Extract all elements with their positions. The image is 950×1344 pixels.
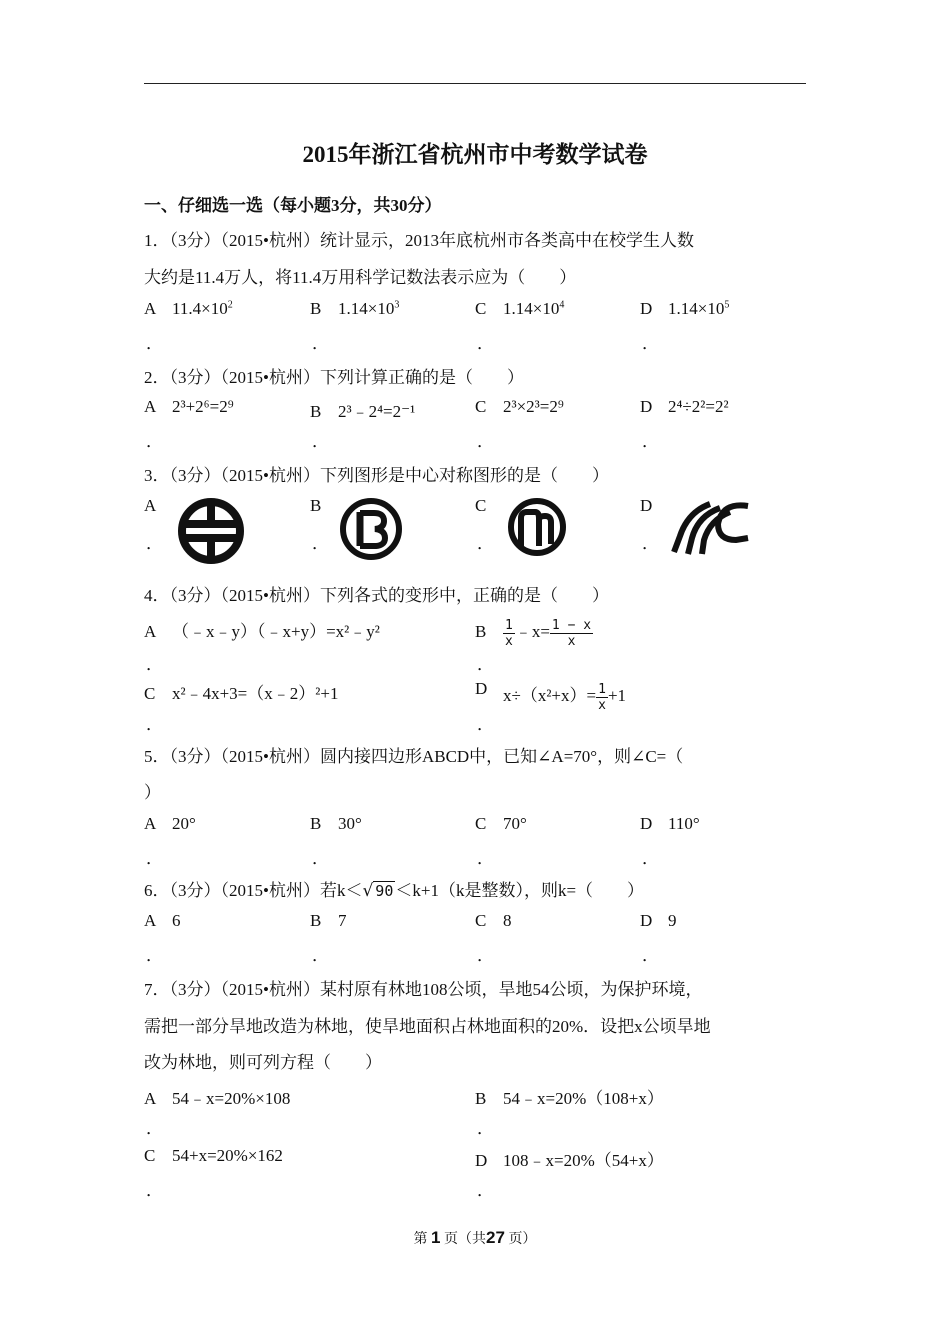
q4-option-b[interactable]: B $\frac{1}{x}$ ﹣x= $\frac{1 - x}{x}$ (475, 617, 592, 649)
option-dot: ． (146, 946, 163, 965)
q6-option-b[interactable]: B 7 (310, 911, 347, 930)
square-root: √ 90 (362, 881, 394, 901)
question-4-line-1: 4．（3分）（2015•杭州）下列各式的变形中，正确的是（ ） (144, 586, 609, 605)
section-heading: 一、仔细选一选（每小题3分，共30分） (144, 196, 442, 215)
question-7-line-2: 需把一部分旱地改造为林地，使旱地面积占林地面积的20%．设把x公顷旱地 (144, 1017, 711, 1036)
q4-option-a[interactable]: A （﹣x﹣y）（﹣x+y）=x²﹣y² (144, 622, 380, 641)
option-dot: ． (477, 946, 494, 965)
q3-option-a-letter[interactable]: A (144, 496, 157, 515)
q4-option-d[interactable]: x÷（x²+x）= $\frac{1}{x}$ +1 (503, 681, 627, 713)
q3-option-d-letter[interactable]: D (640, 496, 653, 515)
option-dot: ． (477, 1119, 494, 1138)
q6-option-c[interactable]: C 8 (475, 911, 512, 930)
option-dot: ． (146, 1119, 163, 1138)
q3-option-b-letter[interactable]: B (310, 496, 322, 515)
option-dot: ． (477, 334, 494, 353)
q2-option-a[interactable]: A 2³+2⁶=2⁹ (144, 397, 234, 416)
option-dot: ． (477, 432, 494, 451)
option-dot: ． (146, 849, 163, 868)
q2-option-b[interactable]: B 2³﹣2⁴=2⁻¹ (310, 402, 416, 421)
q1-option-c[interactable]: C $1.14\times 10^4$ (475, 299, 565, 318)
q3-option-c-letter[interactable]: C (475, 496, 487, 515)
fraction: $\frac{1}{x}$ (505, 617, 513, 649)
question-7-line-3: 改为林地，则可列方程（ ） (144, 1053, 382, 1072)
q4-option-c[interactable]: C x²﹣4x+3=（x﹣2）²+1 (144, 684, 339, 703)
total-pages-number: 27 (486, 1228, 505, 1247)
q2-option-c[interactable]: C 2³×2³=2⁹ (475, 397, 564, 416)
option-dot: ． (312, 849, 329, 868)
q7-option-c[interactable]: C 54+x=20%×162 (144, 1146, 283, 1165)
q5-option-d[interactable]: D 110° (640, 814, 700, 833)
option-dot: ． (146, 334, 163, 353)
q1-option-a[interactable]: A $11.4\times 10^2$ (144, 299, 233, 318)
option-dot: ． (642, 432, 659, 451)
q1-option-b[interactable]: B $1.14\times 10^3$ (310, 299, 400, 318)
q5-option-a[interactable]: A 20° (144, 814, 196, 833)
q6-option-d[interactable]: D 9 (640, 911, 677, 930)
option-dot: ． (146, 534, 163, 553)
option-dot: ． (146, 432, 163, 451)
option-dot: ． (642, 334, 659, 353)
logo-d-figure[interactable] (670, 496, 752, 558)
question-5-line-1: 5．（3分）（2015•杭州）圆内接四边形ABCD中，已知∠A=70°，则∠C=（ (144, 747, 684, 766)
q2-option-d[interactable]: D 2⁴÷2²=2² (640, 397, 729, 416)
option-dot: ． (312, 534, 329, 553)
question-2-line-1: 2．（3分）（2015•杭州）下列计算正确的是（ ） (144, 368, 524, 387)
q7-option-b[interactable]: B 54﹣x=20%（108+x） (475, 1089, 664, 1108)
question-1-line-1: 1．（3分）（2015•杭州）统计显示，2013年底杭州市各类高中在校学生人数 (144, 231, 694, 250)
option-dot: ． (312, 334, 329, 353)
option-dot: ． (477, 1181, 494, 1200)
q5-option-b[interactable]: B 30° (310, 814, 362, 833)
option-dot: ． (477, 655, 494, 674)
option-dot: ． (642, 534, 659, 553)
option-dot: ． (312, 946, 329, 965)
q7-option-d[interactable]: D 108﹣x=20%（54+x） (475, 1151, 664, 1170)
q1-option-d[interactable]: D $1.14\times 10^5$ (640, 299, 730, 318)
question-3-line-1: 3．（3分）（2015•杭州）下列图形是中心对称图形的是（ ） (144, 466, 609, 485)
option-dot: ． (477, 715, 494, 734)
q5-option-c[interactable]: C 70° (475, 814, 527, 833)
option-dot: ． (312, 432, 329, 451)
option-dot: ． (642, 849, 659, 868)
q4-option-d-letter[interactable]: D (475, 679, 488, 698)
q7-option-a[interactable]: A 54﹣x=20%×108 (144, 1089, 291, 1108)
logo-a-figure[interactable] (176, 496, 246, 566)
current-page-number: 1 (431, 1228, 441, 1247)
logo-c-figure[interactable] (505, 496, 569, 558)
question-1-line-2: 大约是11.4万人，将11.4万用科学记数法表示应为（ ） (144, 268, 577, 287)
question-7-line-1: 7．（3分）（2015•杭州）某村原有林地108公顷，旱地54公顷，为保护环境， (144, 980, 703, 999)
option-dot: ． (146, 715, 163, 734)
page-footer: 第 1 页（共27 页） (413, 1228, 537, 1247)
header-rule (144, 83, 806, 84)
option-dot: ． (477, 849, 494, 868)
page-title: 2015年浙江省杭州市中考数学试卷 (302, 142, 648, 167)
logo-b-figure[interactable] (338, 496, 404, 562)
option-dot: ． (642, 946, 659, 965)
question-5-line-2: ） (144, 783, 161, 802)
option-dot: ． (146, 655, 163, 674)
option-dot: ． (477, 534, 494, 553)
question-6-line-1: 6．（3分）（2015•杭州）若k＜√ 90 ＜k+1（k是整数），则k=（ ） (144, 881, 645, 901)
fraction: $\frac{1 - x}{x}$ (551, 617, 592, 649)
q6-option-a[interactable]: A 6 (144, 911, 181, 930)
fraction: $\frac{1}{x}$ (598, 681, 606, 713)
option-dot: ． (146, 1181, 163, 1200)
